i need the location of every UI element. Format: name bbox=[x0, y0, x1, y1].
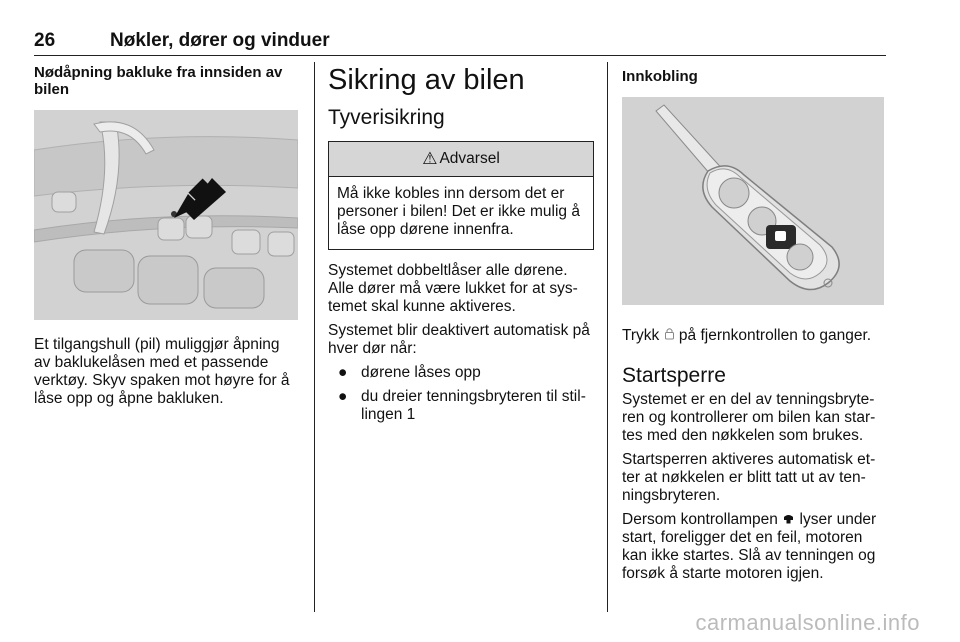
page-header bbox=[34, 30, 886, 52]
section-subheading: Tyverisikring bbox=[328, 106, 445, 129]
warning-box bbox=[328, 141, 594, 250]
column-left bbox=[34, 64, 300, 408]
section-heading: Startsperre bbox=[622, 364, 726, 387]
press-instruction bbox=[622, 327, 888, 345]
section-subheading: Innkobling bbox=[622, 68, 698, 85]
warning-title: Advarsel bbox=[439, 150, 500, 167]
list-item: ● du dreier tenningsbryteren til stil-lingen 1 bbox=[338, 388, 586, 423]
column-divider-2 bbox=[607, 62, 608, 612]
paragraph-deactivation: Systemet blir deaktivert automatisk på hver dør når: bbox=[328, 322, 590, 357]
remote-key-illustration bbox=[622, 97, 884, 305]
paragraph-double-lock: Systemet dobbeltlåser alle dørene. Alle dører må være lukket for at sys-temet skal kunne aktiveres. bbox=[328, 262, 578, 315]
list-item-text: dørene låses opp bbox=[361, 364, 481, 381]
column-middle bbox=[328, 64, 594, 430]
warning-text: Må ikke kobles inn dersom det er personer i bilen! Det er ikke mulig å låse opp dørene innenfra. bbox=[337, 185, 580, 238]
press-text-after: på fjernkontrollen to ganger. bbox=[674, 327, 872, 344]
immobilizer-indicator-icon bbox=[782, 511, 795, 529]
paragraph-immobilizer-fault bbox=[622, 511, 888, 583]
fault-text-after: lyser under start, foreligger det en feil, motoren kan ikke startes. Slå av tenningen og forsøk å starte motoren igjen. bbox=[622, 511, 877, 582]
watermark-text: carmanualsonline.info bbox=[695, 610, 920, 635]
list-item-text: du dreier tenningsbryteren til stil-lingen 1 bbox=[361, 388, 586, 423]
bullet-list bbox=[328, 364, 594, 424]
tailgate-interior-illustration bbox=[34, 110, 298, 320]
warning-header bbox=[329, 142, 593, 177]
fault-text-before: Dersom kontrollampen bbox=[622, 511, 783, 528]
remote-key-figure bbox=[622, 97, 884, 305]
column-right bbox=[622, 64, 888, 583]
header-divider bbox=[34, 55, 886, 56]
section-subheading: Nødåpning bakluke fra innsiden av bilen bbox=[34, 64, 283, 98]
list-item: ● dørene låses opp bbox=[338, 364, 481, 381]
page-number: 26 bbox=[34, 30, 56, 51]
tailgate-interior-figure bbox=[34, 110, 298, 320]
lock-icon bbox=[664, 327, 675, 345]
section-heading: Sikring av bilen bbox=[328, 64, 525, 96]
section-paragraph: Et tilgangshull (pil) muliggjør åpning av baklukelåsen med et passende verktøy. Skyv spaken mot høyre for å låse opp og åpne bakluken. bbox=[34, 336, 290, 407]
paragraph-immobilizer-activation: Startsperren aktiveres automatisk et-ter at nøkkelen er blitt tatt ut av ten-ningsbryteren. bbox=[622, 451, 876, 504]
column-divider-1 bbox=[314, 62, 315, 612]
chapter-title: Nøkler, dører og vinduer bbox=[110, 30, 330, 51]
warning-icon: ⚠ bbox=[422, 149, 438, 168]
paragraph-immobilizer-intro: Systemet er en del av tenningsbryte-ren og kontrollerer om bilen kan star-tes med den nøkkelen som brukes. bbox=[622, 391, 876, 444]
press-text-before: Trykk bbox=[622, 327, 664, 344]
